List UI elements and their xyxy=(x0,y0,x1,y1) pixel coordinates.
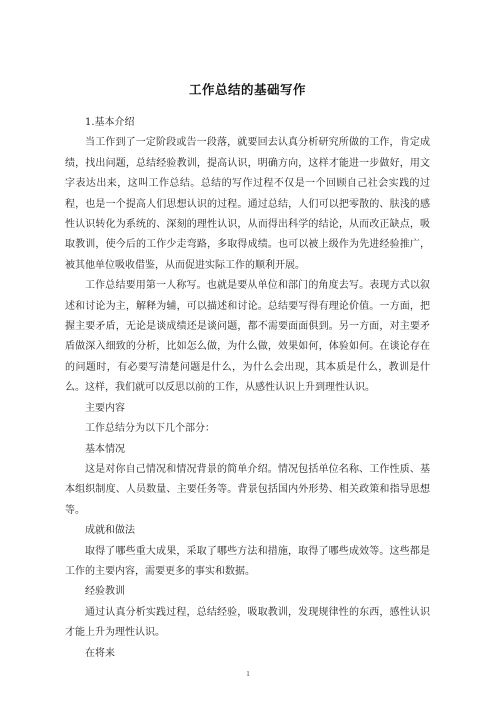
section-heading: 在将来 xyxy=(85,647,115,659)
document-body xyxy=(65,80,430,664)
paragraph: 这是对你自己情况和情况背景的简单介绍。情况包括单位名称、工作性质、基本组织制度、人员数量、主要任务等。背景包括国内外形势、相关政策和指导思想等。 xyxy=(65,463,430,516)
page-number: 1 xyxy=(246,670,250,678)
section-heading: 主要内容 xyxy=(85,402,125,414)
section-heading: 1.基本介绍 xyxy=(85,117,135,128)
section-heading: 基本情况 xyxy=(85,443,125,455)
document-title: 工作总结的基础写作 xyxy=(188,82,306,97)
section-heading: 经验教训 xyxy=(85,586,125,598)
section-heading: 成就和做法 xyxy=(85,525,135,537)
paragraph: 工作总结要用第一人称写。也就是要从单位和部门的角度去写。表现方式以叙述和讨论为主，解释为辅，可以描述和讨论。总结要写得有理论价值。一方面，把握主要矛盾，无论是谈成绩还是谈问题，都不需要面面俱到。另一方面，对主要矛盾做深入细致的分析，比如怎么做，为什么做，效果如何，体验如何。在谈论存在的问题时，有必要写清楚问题是什么，为什么会出现，其本质是什么，教训是什么。这样，我们就可以反思以前的工作，从感性认识上升到理性认识。 xyxy=(65,280,430,394)
section-heading: 工作总结分为以下几个部分： xyxy=(85,423,215,435)
paragraph: 取得了哪些重大成果，采取了哪些方法和措施，取得了哪些成效等。这些都是工作的主要内容，需要更多的事实和数据。 xyxy=(65,545,430,577)
paragraph: 当工作到了一定阶段或告一段落，就要回去认真分析研究所做的工作，肯定成绩，找出问题，总结经验教训，提高认识，明确方向，这样才能进一步做好，用文字表达出来，这叫工作总结。总结的写作过程不仅是一个回顾自己社会实践的过程，也是一个提高人们思想认识的过程。通过总结，人们可以把零散的、肤浅的感性认识转化为系统的、深刻的理性认识，从而得出科学的结论，从而改正缺点，吸取教训，使今后的工作少走弯路，多取得成绩。也可以被上级作为先进经验推广，被其他单位吸收借鉴，从而促进实际工作的顺利开展。 xyxy=(65,137,430,271)
paragraph: 通过认真分析实践过程，总结经验，吸取教训，发现规律性的东西，感性认识才能上升为理性认识。 xyxy=(65,606,430,639)
